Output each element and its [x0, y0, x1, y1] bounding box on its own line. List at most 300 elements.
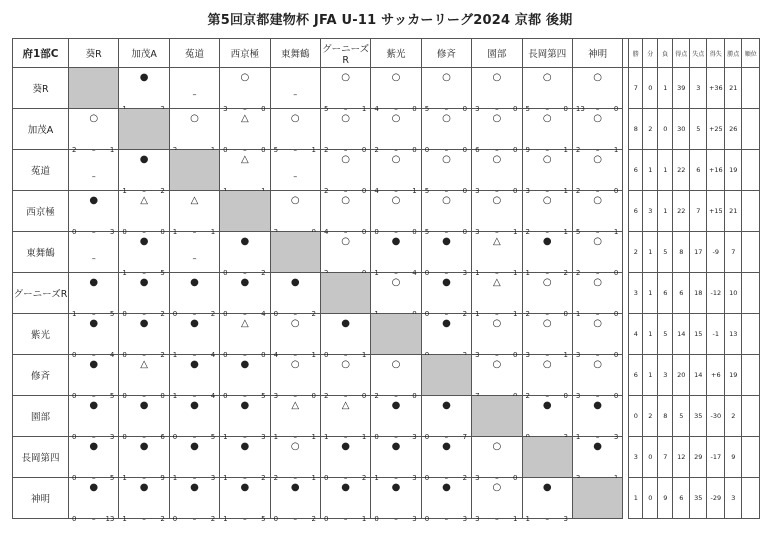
- stat-value: 6: [673, 273, 690, 314]
- match-result-cell: [421, 314, 471, 355]
- match-result-cell: [472, 232, 522, 277]
- row-team-name: グーニーズR: [13, 273, 69, 314]
- score-for: 0: [223, 392, 228, 400]
- self-match-cell: [472, 396, 522, 437]
- score-for: 0: [72, 515, 77, 523]
- score-against: 2: [311, 310, 316, 318]
- score-separator: –: [394, 146, 398, 154]
- result-mark: ○: [442, 154, 451, 165]
- stat-value: 0: [643, 68, 658, 109]
- result-mark: ●: [442, 441, 451, 452]
- score-against: 0: [513, 105, 518, 113]
- result-mark: ●: [391, 441, 401, 452]
- result-mark: ●: [89, 482, 99, 493]
- stat-value: 4: [629, 314, 643, 355]
- match-result-cell: [270, 273, 320, 318]
- score-against: 0: [613, 310, 619, 318]
- score-against: 3: [412, 474, 417, 482]
- score-against: 9: [160, 474, 165, 482]
- stat-value: 8: [673, 232, 690, 273]
- score-for: 0: [72, 392, 77, 400]
- result-mark: ●: [89, 277, 99, 288]
- match-result-cell: [522, 355, 572, 400]
- score-separator: –: [192, 351, 197, 359]
- team-header: 加茂A: [119, 39, 169, 68]
- stat-header: 順位: [742, 39, 760, 68]
- match-result-cell: [69, 314, 119, 359]
- result-mark: ○: [442, 72, 451, 83]
- score-separator: –: [293, 433, 297, 441]
- result-mark: ○: [593, 113, 602, 124]
- result-mark: ●: [139, 236, 149, 247]
- score-for: 3: [575, 351, 581, 359]
- match-result-cell: [119, 314, 169, 359]
- score-separator: –: [142, 187, 146, 195]
- stat-value: 1: [643, 355, 658, 396]
- result-mark: ○: [290, 441, 300, 452]
- score-separator: –: [495, 474, 499, 482]
- match-result-cell: [421, 191, 471, 236]
- stat-value: 5: [673, 396, 690, 437]
- score-against: 5: [109, 392, 115, 400]
- match-result-cell: [371, 273, 421, 314]
- result-mark: ○: [341, 154, 351, 165]
- score-against: 0: [261, 105, 266, 113]
- result-mark: ●: [190, 400, 199, 411]
- score-for: 0: [424, 474, 430, 482]
- stat-value: -9: [707, 232, 725, 273]
- match-result-cell: [220, 396, 270, 441]
- score-separator: –: [142, 474, 146, 482]
- table-row: [13, 396, 760, 437]
- stat-value: 9: [658, 478, 673, 519]
- result-mark: ●: [391, 482, 401, 493]
- result-mark: △: [140, 359, 148, 370]
- stat-value: 3: [690, 68, 707, 109]
- score-separator: –: [394, 433, 398, 441]
- score-against: 0: [513, 146, 518, 154]
- unplayed-match-cell: [69, 150, 119, 191]
- team-header: 葵R: [69, 39, 119, 68]
- stat-value: 0: [643, 437, 658, 478]
- stat-header: 勝: [629, 39, 643, 68]
- score-separator: –: [142, 433, 146, 441]
- score-for: 0: [72, 474, 77, 482]
- result-mark: ○: [290, 195, 300, 206]
- match-result-cell: [371, 355, 421, 400]
- result-mark: ●: [89, 318, 99, 329]
- score-separator: –: [91, 392, 96, 400]
- score-separator: –: [545, 515, 549, 523]
- score-against: 3: [109, 228, 115, 236]
- score-separator: –: [495, 146, 499, 154]
- score-for: 0: [122, 310, 127, 318]
- score-for: 2: [525, 392, 530, 400]
- score-for: 5: [424, 187, 430, 195]
- result-mark: △: [492, 236, 501, 247]
- result-mark: ●: [89, 195, 99, 206]
- score-for: 5: [525, 105, 530, 113]
- result-mark: ●: [240, 236, 250, 247]
- score-against: 1: [361, 105, 367, 113]
- stat-header: 分: [643, 39, 658, 68]
- score-for: 1: [475, 269, 480, 277]
- match-result-cell: [522, 273, 572, 318]
- score-for: 0: [122, 433, 127, 441]
- match-result-cell: [522, 478, 572, 523]
- score-for: 2: [323, 392, 329, 400]
- result-mark: ○: [391, 359, 401, 370]
- score-for: 0: [323, 515, 329, 523]
- unplayed-match-cell: [69, 232, 119, 273]
- match-result-cell: [371, 396, 421, 441]
- score-separator: –: [444, 433, 449, 441]
- score-against: 1: [311, 474, 316, 482]
- score-against: 1: [361, 515, 367, 523]
- score-separator: –: [243, 433, 247, 441]
- score-for: 3: [475, 105, 480, 113]
- score-against: 1: [412, 187, 417, 195]
- stat-value: -29: [707, 478, 725, 519]
- match-result-cell: [220, 109, 270, 154]
- result-mark: ○: [290, 318, 300, 329]
- stat-value: 1: [643, 273, 658, 314]
- self-match-cell: [320, 273, 370, 314]
- score-against: 0: [261, 351, 266, 359]
- match-result-cell: [169, 191, 219, 236]
- result-mark: ○: [542, 154, 552, 165]
- score-against: 1: [613, 146, 619, 154]
- score-separator: –: [192, 515, 197, 523]
- unplayed-match-cell: [169, 68, 219, 109]
- score-for: 1: [223, 433, 228, 441]
- score-separator: –: [394, 187, 398, 195]
- match-result-cell: [69, 478, 119, 523]
- result-mark: ○: [290, 113, 300, 124]
- score-separator: –: [343, 146, 348, 154]
- score-separator: –: [394, 228, 398, 236]
- stat-value: [742, 396, 760, 437]
- self-match-cell: [69, 68, 119, 109]
- score-separator: –: [192, 433, 197, 441]
- match-result-cell: [220, 355, 270, 400]
- match-result-cell: [169, 314, 219, 359]
- score-separator: –: [343, 474, 348, 482]
- score-separator: –: [545, 228, 549, 236]
- match-result-cell: [371, 68, 421, 113]
- result-mark: ●: [190, 441, 199, 452]
- match-result-cell: [371, 478, 421, 523]
- score-for: 1: [323, 433, 329, 441]
- match-result-cell: [220, 437, 270, 482]
- score-against: 0: [361, 392, 367, 400]
- stat-value: [742, 478, 760, 519]
- result-mark: ○: [593, 236, 602, 247]
- score-against: 3: [462, 515, 468, 523]
- match-result-cell: [320, 314, 370, 359]
- score-against: 2: [361, 474, 367, 482]
- match-result-cell: [421, 109, 471, 154]
- stat-value: 14: [673, 314, 690, 355]
- stat-value: 13: [725, 314, 742, 355]
- score-against: 3: [412, 515, 417, 523]
- result-mark: ●: [442, 236, 451, 247]
- result-mark: ○: [593, 359, 602, 370]
- stat-value: 6: [629, 191, 643, 232]
- match-result-cell: [572, 109, 622, 154]
- match-result-cell: [472, 273, 522, 318]
- score-separator: –: [91, 228, 96, 236]
- team-header: 修斉: [421, 39, 471, 68]
- unplayed-mark: –: [192, 254, 197, 263]
- score-against: 3: [412, 433, 417, 441]
- match-result-cell: [572, 314, 622, 359]
- score-for: 1: [575, 310, 581, 318]
- match-result-cell: [572, 68, 622, 113]
- score-against: 2: [261, 269, 266, 277]
- score-separator: –: [495, 187, 499, 195]
- result-mark: ●: [240, 400, 250, 411]
- score-against: 1: [613, 228, 619, 236]
- score-separator: –: [394, 269, 398, 277]
- stat-value: 30: [673, 109, 690, 150]
- score-for: 2: [323, 146, 329, 154]
- score-for: 3: [575, 392, 581, 400]
- team-header: 菟道: [169, 39, 219, 68]
- score-for: 1: [122, 474, 127, 482]
- score-for: 2: [525, 228, 530, 236]
- result-mark: ○: [542, 277, 552, 288]
- score-against: 1: [563, 228, 568, 236]
- match-result-cell: [320, 437, 370, 482]
- match-result-cell: [320, 232, 370, 273]
- score-for: 0: [172, 433, 178, 441]
- standings-table: [12, 38, 760, 523]
- match-result-cell: [572, 232, 622, 277]
- score-for: 5: [575, 228, 581, 236]
- score-against: 0: [613, 351, 619, 359]
- score-against: 0: [412, 105, 417, 113]
- score-separator: –: [192, 310, 197, 318]
- result-mark: ●: [290, 277, 300, 288]
- unplayed-mark: –: [192, 90, 197, 99]
- score-separator: –: [293, 146, 297, 154]
- result-mark: ●: [139, 154, 149, 165]
- score-against: 0: [513, 474, 518, 482]
- row-team-name: 葵R: [13, 68, 69, 109]
- stat-value: +25: [707, 109, 725, 150]
- result-mark: ●: [542, 236, 552, 247]
- match-result-cell: [270, 478, 320, 523]
- stat-value: 15: [690, 314, 707, 355]
- match-result-cell: [472, 314, 522, 359]
- score-separator: –: [142, 269, 146, 277]
- score-against: 2: [210, 515, 216, 523]
- score-against: 13: [105, 515, 115, 523]
- result-mark: ●: [593, 441, 602, 452]
- stat-value: 3: [643, 191, 658, 232]
- result-mark: ○: [341, 113, 351, 124]
- score-separator: –: [545, 351, 549, 359]
- score-against: 1: [563, 351, 568, 359]
- stat-value: 2: [643, 109, 658, 150]
- match-result-cell: [320, 109, 370, 154]
- score-separator: –: [595, 433, 600, 441]
- result-mark: ●: [190, 277, 199, 288]
- table-row: [13, 150, 760, 191]
- result-mark: ○: [290, 359, 300, 370]
- result-mark: ●: [341, 441, 351, 452]
- self-match-cell: [220, 191, 270, 232]
- score-for: 0: [72, 228, 77, 236]
- team-header: 園部: [472, 39, 522, 68]
- table-row: [13, 437, 760, 478]
- score-against: 2: [210, 310, 216, 318]
- score-separator: –: [91, 433, 96, 441]
- score-for: 2: [323, 187, 329, 195]
- match-result-cell: [220, 232, 270, 277]
- page-title: 第5回京都建物杯 JFA U-11 サッカーリーグ2024 京都 後期: [207, 13, 573, 28]
- score-for: 3: [525, 187, 530, 195]
- score-separator: –: [142, 392, 146, 400]
- score-separator: –: [495, 269, 499, 277]
- match-result-cell: [220, 68, 270, 113]
- match-result-cell: [119, 68, 169, 109]
- result-mark: ●: [240, 441, 250, 452]
- stat-value: [742, 273, 760, 314]
- match-result-cell: [270, 109, 320, 154]
- match-result-cell: [371, 150, 421, 195]
- match-result-cell: [572, 437, 622, 478]
- result-mark: ○: [391, 277, 401, 288]
- result-mark: ○: [492, 359, 502, 370]
- score-separator: –: [595, 105, 600, 113]
- stat-value: 3: [725, 478, 742, 519]
- self-match-cell: [572, 478, 622, 519]
- score-for: 5: [273, 146, 279, 154]
- match-result-cell: [320, 355, 370, 400]
- result-mark: ○: [593, 195, 602, 206]
- match-result-cell: [421, 437, 471, 482]
- score-for: 0: [374, 228, 379, 236]
- stat-value: 17: [690, 232, 707, 273]
- match-result-cell: [69, 191, 119, 236]
- match-result-cell: [472, 109, 522, 154]
- score-against: 5: [109, 474, 115, 482]
- score-against: 0: [613, 187, 619, 195]
- score-for: 2: [72, 146, 77, 154]
- score-for: 4: [323, 228, 329, 236]
- score-for: 1: [172, 351, 178, 359]
- match-result-cell: [572, 150, 622, 195]
- match-result-cell: [320, 478, 370, 523]
- score-separator: –: [243, 310, 247, 318]
- score-for: 5: [424, 228, 430, 236]
- score-separator: –: [595, 392, 600, 400]
- result-mark: ○: [89, 113, 99, 124]
- score-for: 1: [575, 433, 581, 441]
- score-separator: –: [343, 228, 348, 236]
- result-mark: ●: [139, 72, 149, 83]
- score-against: 5: [261, 392, 266, 400]
- score-against: 1: [513, 228, 518, 236]
- stat-value: -30: [707, 396, 725, 437]
- result-mark: ●: [290, 482, 300, 493]
- stat-value: 14: [690, 355, 707, 396]
- score-against: 2: [160, 351, 165, 359]
- result-mark: ●: [139, 482, 149, 493]
- score-for: 1: [122, 515, 127, 523]
- corner-label: 府1部C: [13, 39, 69, 68]
- score-separator: –: [495, 105, 499, 113]
- score-for: 2: [575, 187, 581, 195]
- result-mark: ○: [391, 72, 401, 83]
- match-result-cell: [421, 396, 471, 441]
- match-result-cell: [421, 273, 471, 318]
- stat-value: 22: [673, 191, 690, 232]
- unplayed-mark: –: [91, 172, 96, 181]
- score-for: 6: [475, 146, 480, 154]
- stat-value: 6: [629, 355, 643, 396]
- stat-value: 10: [725, 273, 742, 314]
- score-against: 4: [261, 310, 266, 318]
- stat-value: 1: [658, 191, 673, 232]
- score-against: 1: [513, 310, 518, 318]
- stat-value: +16: [707, 150, 725, 191]
- result-mark: ○: [391, 195, 401, 206]
- match-result-cell: [421, 150, 471, 195]
- row-team-name: 加茂A: [13, 109, 69, 150]
- score-against: 1: [513, 269, 518, 277]
- stat-value: +6: [707, 355, 725, 396]
- stat-value: 21: [725, 191, 742, 232]
- result-mark: ○: [542, 113, 552, 124]
- match-result-cell: [371, 437, 421, 482]
- score-for: 0: [72, 433, 77, 441]
- match-result-cell: [69, 396, 119, 441]
- score-separator: –: [343, 351, 348, 359]
- stat-value: 2: [629, 232, 643, 273]
- score-for: 0: [374, 433, 379, 441]
- score-against: 2: [311, 515, 316, 523]
- team-header: 紫光: [371, 39, 421, 68]
- score-separator: –: [343, 433, 348, 441]
- score-separator: –: [142, 515, 146, 523]
- score-for: 1: [525, 269, 530, 277]
- match-result-cell: [421, 478, 471, 523]
- row-team-name: 西京極: [13, 191, 69, 232]
- table-row: [13, 273, 760, 314]
- match-result-cell: [472, 478, 522, 523]
- result-mark: ○: [542, 318, 552, 329]
- match-result-cell: [371, 191, 421, 236]
- score-for: 2: [575, 269, 581, 277]
- match-result-cell: [270, 437, 320, 482]
- match-result-cell: [572, 191, 622, 236]
- score-against: 3: [109, 433, 115, 441]
- result-mark: ●: [190, 318, 199, 329]
- match-result-cell: [421, 232, 471, 277]
- score-separator: –: [394, 474, 398, 482]
- unplayed-match-cell: [270, 68, 320, 109]
- stat-header: 負: [658, 39, 673, 68]
- stat-value: [742, 191, 760, 232]
- row-team-name: 修斉: [13, 355, 69, 396]
- result-mark: △: [241, 113, 249, 124]
- result-mark: △: [190, 195, 199, 206]
- score-against: 0: [361, 228, 367, 236]
- stat-value: [742, 68, 760, 109]
